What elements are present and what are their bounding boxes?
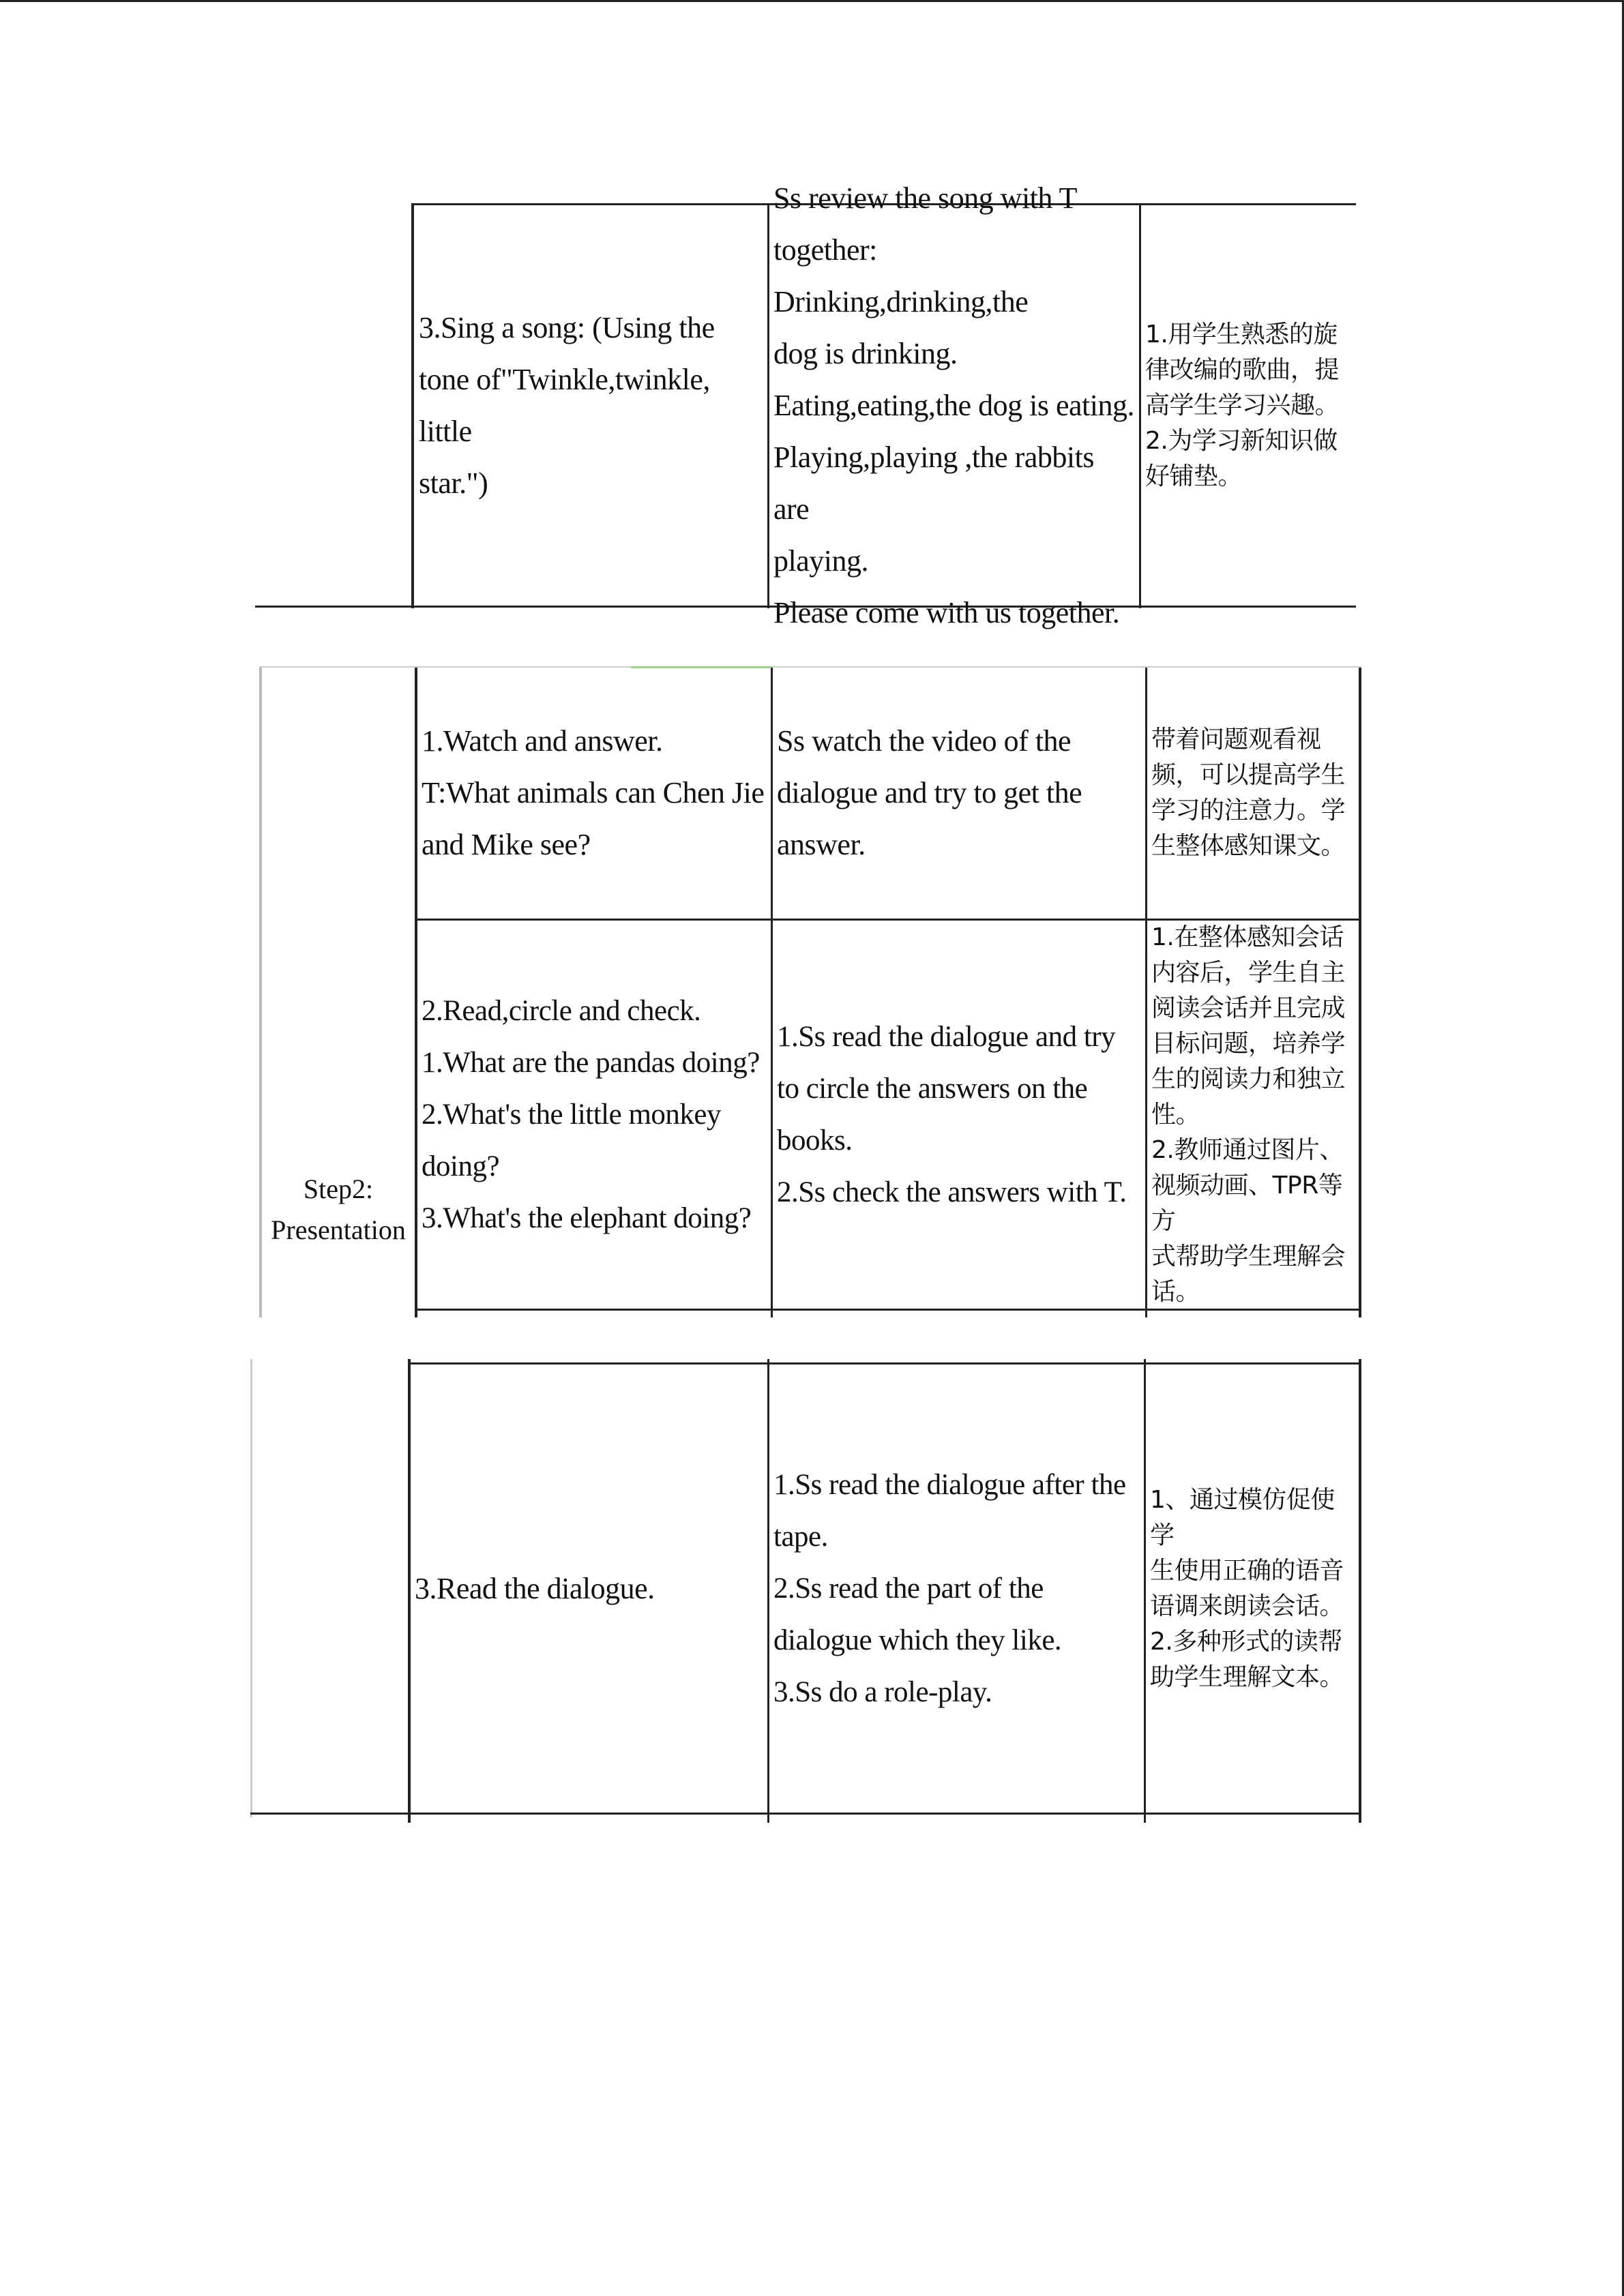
step-label: Step2: Presentation [271,1174,406,1245]
student-activity-cell: 1.Ss read the dialogue after the tape. 2.Ss read the part of the dialogue which they like. 3.Ss do a role-play. [773,1468,1126,1708]
table-border [250,1359,252,1817]
activity-cell: 3.Read the dialogue. [415,1571,655,1605]
table-border [250,1813,1361,1815]
table-border [1359,1359,1361,1823]
student-activity-cell: Ss watch the video of the dialogue and try to get the answer. [777,724,1082,861]
activity-cell: 3.Sing a song: (Using the tone of"Twinkle,twinkle, little star.") [419,311,715,500]
student-activity-cell: Ss review the song with T together: Drinking,drinking,the dog is drinking. Eating,eating,the dog is eating. Playing,playing ,the rabbits are playing. Please come with us together. [773,181,1134,629]
purpose-cell: 带着问题观看视 频，可以提高学生 学习的注意力。学 生整体感知课文。 [1151,726,1346,860]
table-border [1359,666,1361,1317]
activity-cell: 2.Read,circle and check. 1.What are the pandas doing? 2.What's the little monkey doing? 3.What's the elephant doing? [422,994,760,1234]
table-border [411,203,414,608]
purpose-cell: 1.在整体感知会话 内容后，学生自主 阅读会话并且完成 目标问题，培养学 生的阅读力和独立 性。 2.教师通过图片、 视频动画、TPR等方 式帮助学生理解会 话。 [1151,923,1346,1306]
purpose-cell: 1.用学生熟悉的旋 律改编的歌曲，提 高学生学习兴趣。 2.为学习新知识做 好铺垫。 [1145,320,1340,490]
activity-cell: 1.Watch and answer. T:What animals can Chen Jie and Mike see? [422,724,765,861]
purpose-cell: 1、通过模仿促使学 生使用正确的语音 语调来朗读会话。 2.多种形式的读帮 助学生理解文本。 [1150,1485,1344,1691]
student-activity-cell: 1.Ss read the dialogue and try to circle the answers on the books. 2.Ss check the answers with T. [777,1020,1127,1208]
